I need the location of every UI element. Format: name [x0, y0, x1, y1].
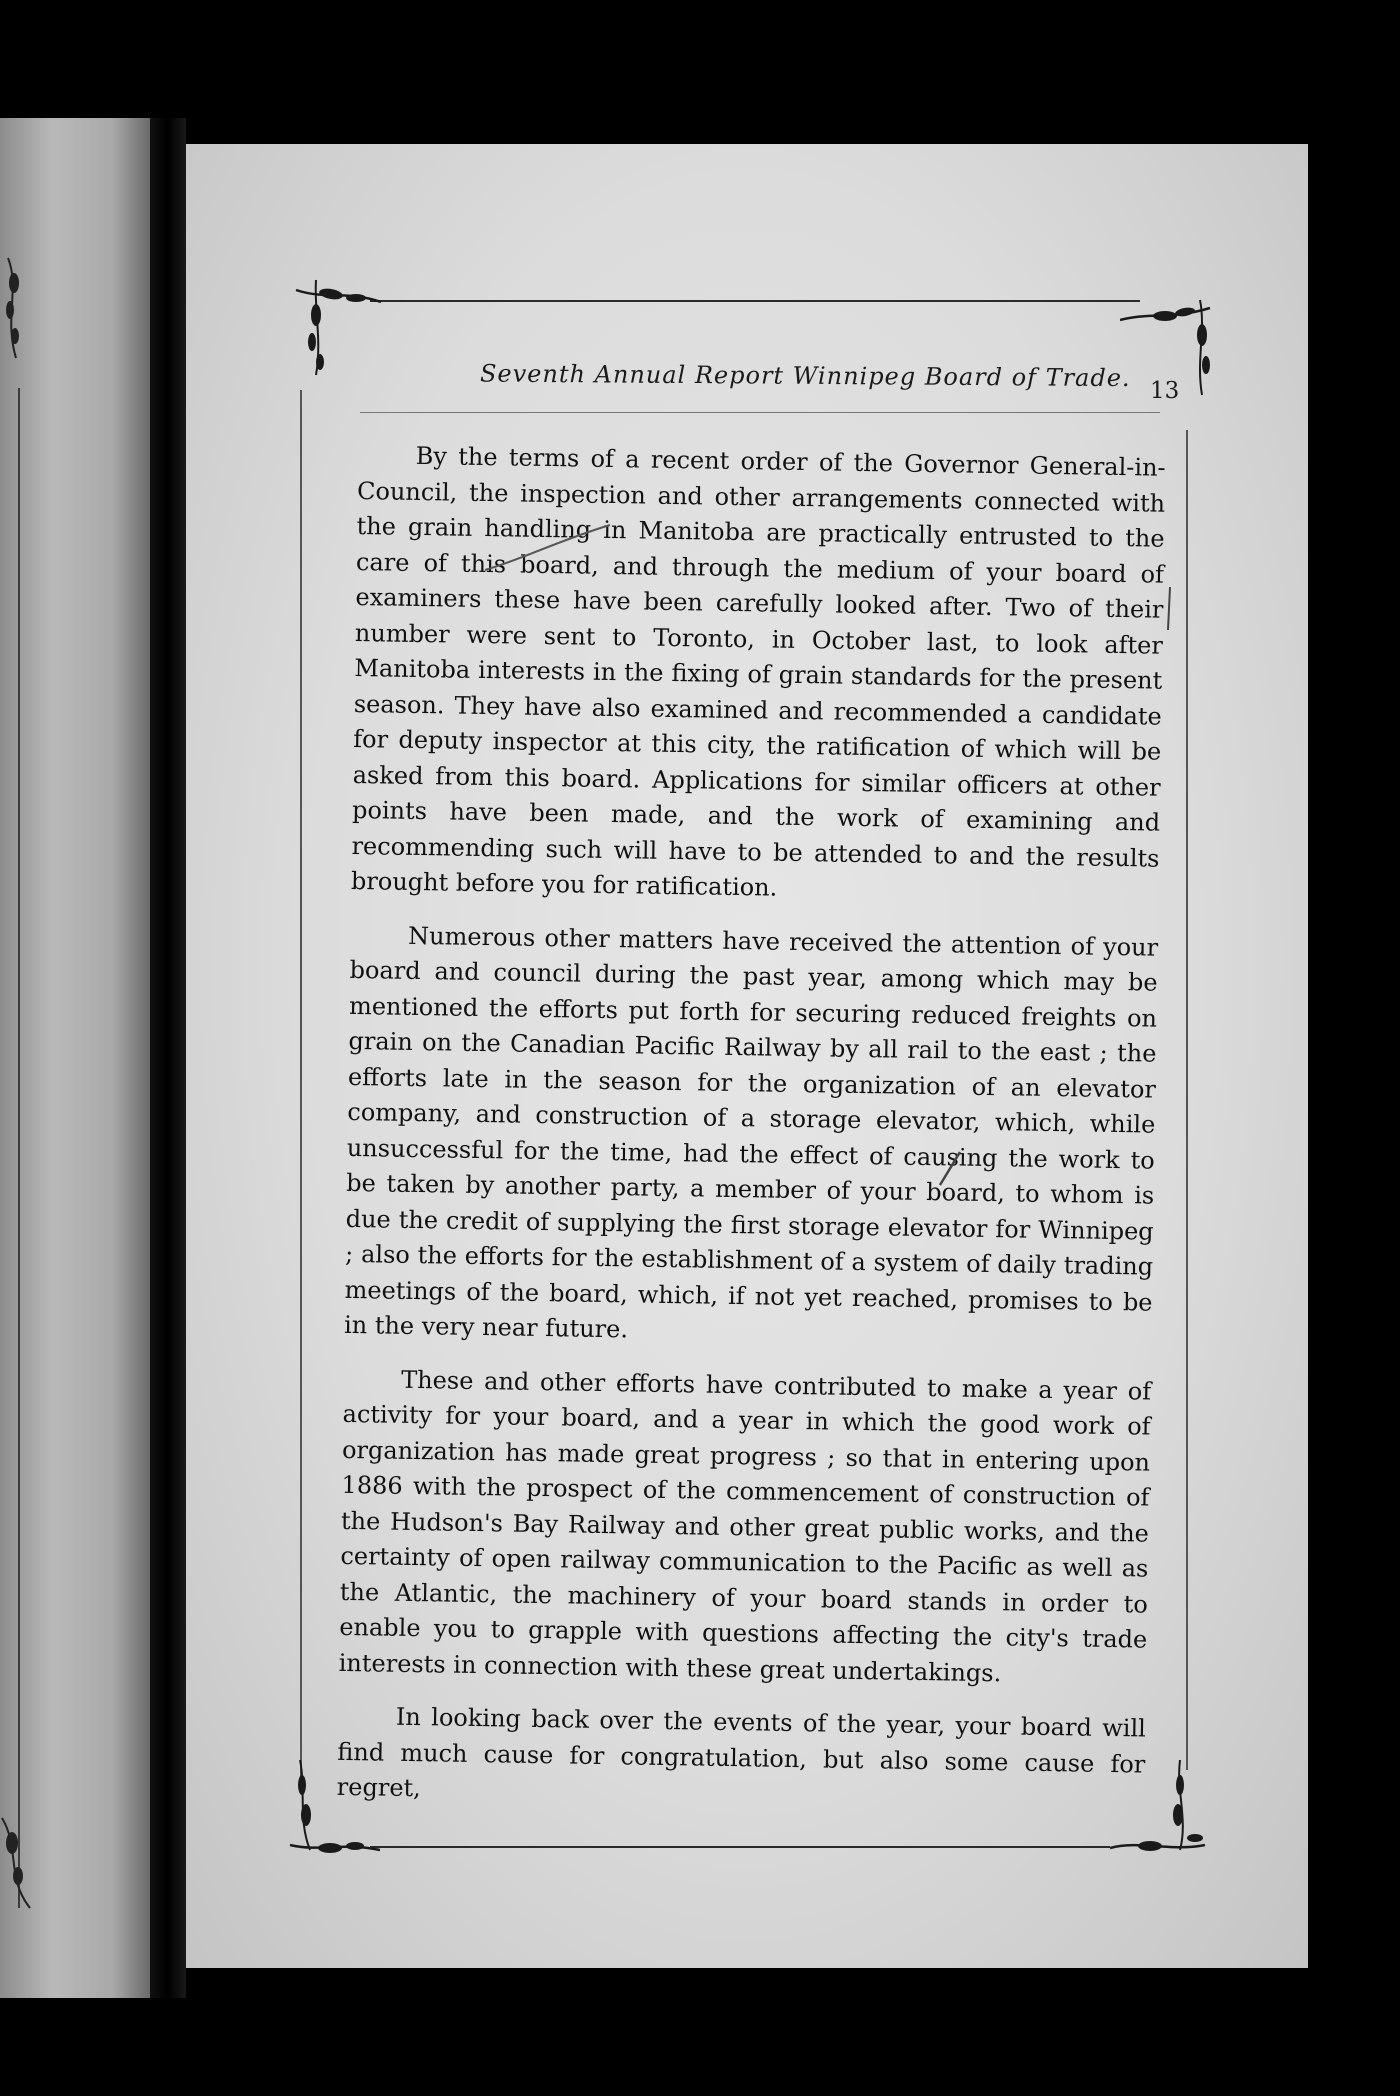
- page-number: 13: [1150, 378, 1180, 404]
- frame-bottom-rule: [370, 1846, 1110, 1848]
- facing-page-border-rule: [18, 388, 20, 1908]
- book-gutter: [150, 118, 186, 1998]
- paragraph-3: These and other efforts have contributed to make a year of activity for your board, and a year in which the good work of organization has made great progress ; so that in entering upon 1886 with the prospect of the commencement of construction of the Hudson's Bay Railway and other great public works, and the certainty of open railway communication to the Pacific as well as the Atlantic, the machinery of your board stands in order to enable you to grapple with questions affecting the city's trade interests in connection with these great undertakings.: [338, 1365, 1152, 1687]
- frame-right-rule: [1186, 430, 1188, 1770]
- facing-page-left: [0, 118, 150, 1998]
- paragraph-2: Numerous other matters have received the attention of your board and council during the past year, among which may be mentioned the efforts put forth for securing reduced freights on grain on the Canadian Pacific Railway by all rail to the east ; the efforts late in the season for the organization of an elevator company, and construction of a storage elevator, which, while unsuccessful for the time, had the effect of causing the work to be taken by another party, a member of your board, to whom is due the credit of supplying the first storage elevator for Winnipeg ; also the efforts for the establishment of a system of daily trading meetings of the board, which, if not yet reached, promises to be in the very near future.: [343, 921, 1159, 1344]
- header-rule: [360, 412, 1160, 413]
- paragraph-4: In looking back over the events of the year, your board will find much cause for congratulation, but also some cause for regret,: [336, 1702, 1147, 1803]
- running-header: Seventh Annual Report Winnipeg Board of Trade.: [479, 359, 1131, 393]
- paragraph-1: By the terms of a recent order of the Governor General-in-Council, the inspection and other arrangements connected with the grain handling in Manitoba are practically entrusted to the care of this board, and through the medium of your board of examiners these have been carefully looked after. Two of their number were sent to Toronto, in October last, to look after Manitoba interests in the fixing of grain standards for the present season. They have also examined and recommended a candidate for deputy inspector at this city, the ratification of which will be asked from this board. Applications for similar officers at other points have been made, and the work of examining and recommending such will have to be attended to and the results brought before you for ratification.: [350, 441, 1166, 902]
- frame-top-rule: [370, 300, 1140, 302]
- facing-page-ornament-top: [0, 248, 40, 368]
- facing-page-ornament-bottom: [0, 1798, 40, 1918]
- body-text: [337, 438, 1166, 1818]
- frame-left-rule: [300, 390, 302, 1780]
- top-left-corner-ornament-icon: [286, 270, 386, 380]
